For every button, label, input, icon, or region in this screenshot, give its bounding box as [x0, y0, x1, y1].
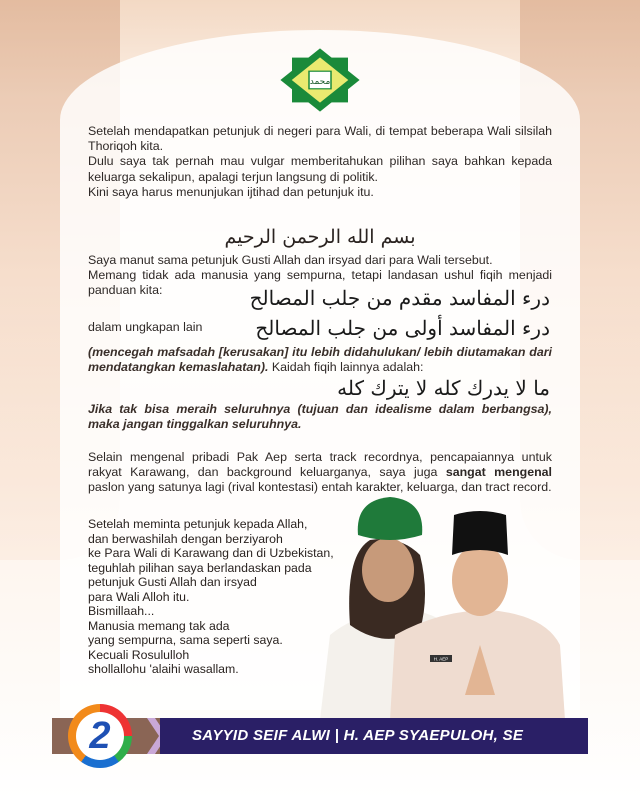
- organization-logo: [276, 44, 364, 116]
- explanation-paragraph: [88, 345, 552, 375]
- alt-label: dalam ungkapan lain: [88, 320, 203, 334]
- emphasis-text: sangat mengenal: [445, 465, 552, 480]
- closing-line: Manusia memang tak ada: [88, 618, 230, 633]
- maxim-translation: Jika tak bisa meraih seluruhnya (tujuan dan idealisme dalam berbangsa), maka jangan tinggalkan seluruhnya.: [88, 402, 552, 432]
- arabic-maxim-3: ما لا يدرك كله لا يترك كله: [337, 376, 550, 400]
- arabic-maxim-1: درء المفاسد مقدم من جلب المصالح: [249, 286, 550, 310]
- closing-line: dan berwashilah dengan berziyaroh: [88, 531, 283, 546]
- candidate-photos: [300, 495, 600, 720]
- text: Selain mengenal pribadi Pak Aep serta track recordnya, pencapaiannya untuk rakyat Karawang, dan background keluarganya, saya juga: [88, 450, 552, 480]
- closing-paragraph: [88, 517, 334, 677]
- kaidah-text: Kaidah fiqih lainnya adalah:: [271, 360, 424, 375]
- candidate-names-banner: SAYYID SEIF ALWI | H. AEP SYAEPULOH, SE: [160, 718, 588, 754]
- closing-line: shollallohu 'alaihi wasallam.: [88, 662, 239, 676]
- svg-text:محمد: محمد: [309, 77, 331, 87]
- closing-line: yang sempurna, sama seperti saya.: [88, 633, 283, 647]
- arabic-maxim-2: درء المفاسد أولى من جلب المصالح: [255, 316, 550, 340]
- closing-line: teguhlah pilihan saya berlandaskan pada: [88, 560, 312, 575]
- closing-line: para Wali Alloh itu.: [88, 589, 190, 604]
- guidance-line: Saya manut sama petunjuk Gusti Allah dan irsyad dari para Wali tersebut.: [88, 253, 493, 267]
- intro-line: Dulu saya tak pernah mau vulgar memberitahukan pilihan saya bahkan kepada keluarga sekalipun, apalagi terjun langsung di politik.: [88, 154, 552, 184]
- closing-line: Setelah meminta petunjuk kepada Allah,: [88, 517, 308, 531]
- bismillah-calligraphy: بسم الله الرحمن الرحيم: [224, 226, 416, 248]
- closing-line: Bismillaah...: [88, 604, 155, 618]
- name-tag: H. AEP: [433, 656, 449, 662]
- ballot-number-badge: [68, 704, 132, 768]
- guidance-paragraph: [88, 253, 552, 268]
- intro-line: Setelah mendapatkan petunjuk di negeri para Wali, di tempat beberapa Wali silsilah Thoriqoh kita.: [88, 124, 552, 154]
- text: paslon yang satunya lagi (rival kontestasi) entah karakter, keluarga, dan tract record.: [88, 480, 552, 495]
- track-record-paragraph: [88, 450, 552, 496]
- ballot-number: 2: [76, 712, 124, 760]
- guidance-line: Memang tidak ada manusia yang sempurna, tetapi landasan ushul fiqih menjadi panduan kita:: [88, 268, 552, 298]
- closing-line: petunjuk Gusti Allah dan irsyad: [88, 575, 257, 589]
- intro-line: Kini saya harus menunjukan ijtihad dan petunjuk itu.: [88, 184, 374, 199]
- intro-paragraph: [88, 124, 552, 200]
- closing-line: ke Para Wali di Karawang dan di Uzbekistan,: [88, 546, 334, 560]
- closing-line: Kecuali Rosululloh: [88, 647, 190, 662]
- explanation-italic: (mencegah mafsadah [kerusakan] itu lebih didahulukan/ lebih diutamakan dari mendatangkan kemaslahatan).: [88, 345, 552, 375]
